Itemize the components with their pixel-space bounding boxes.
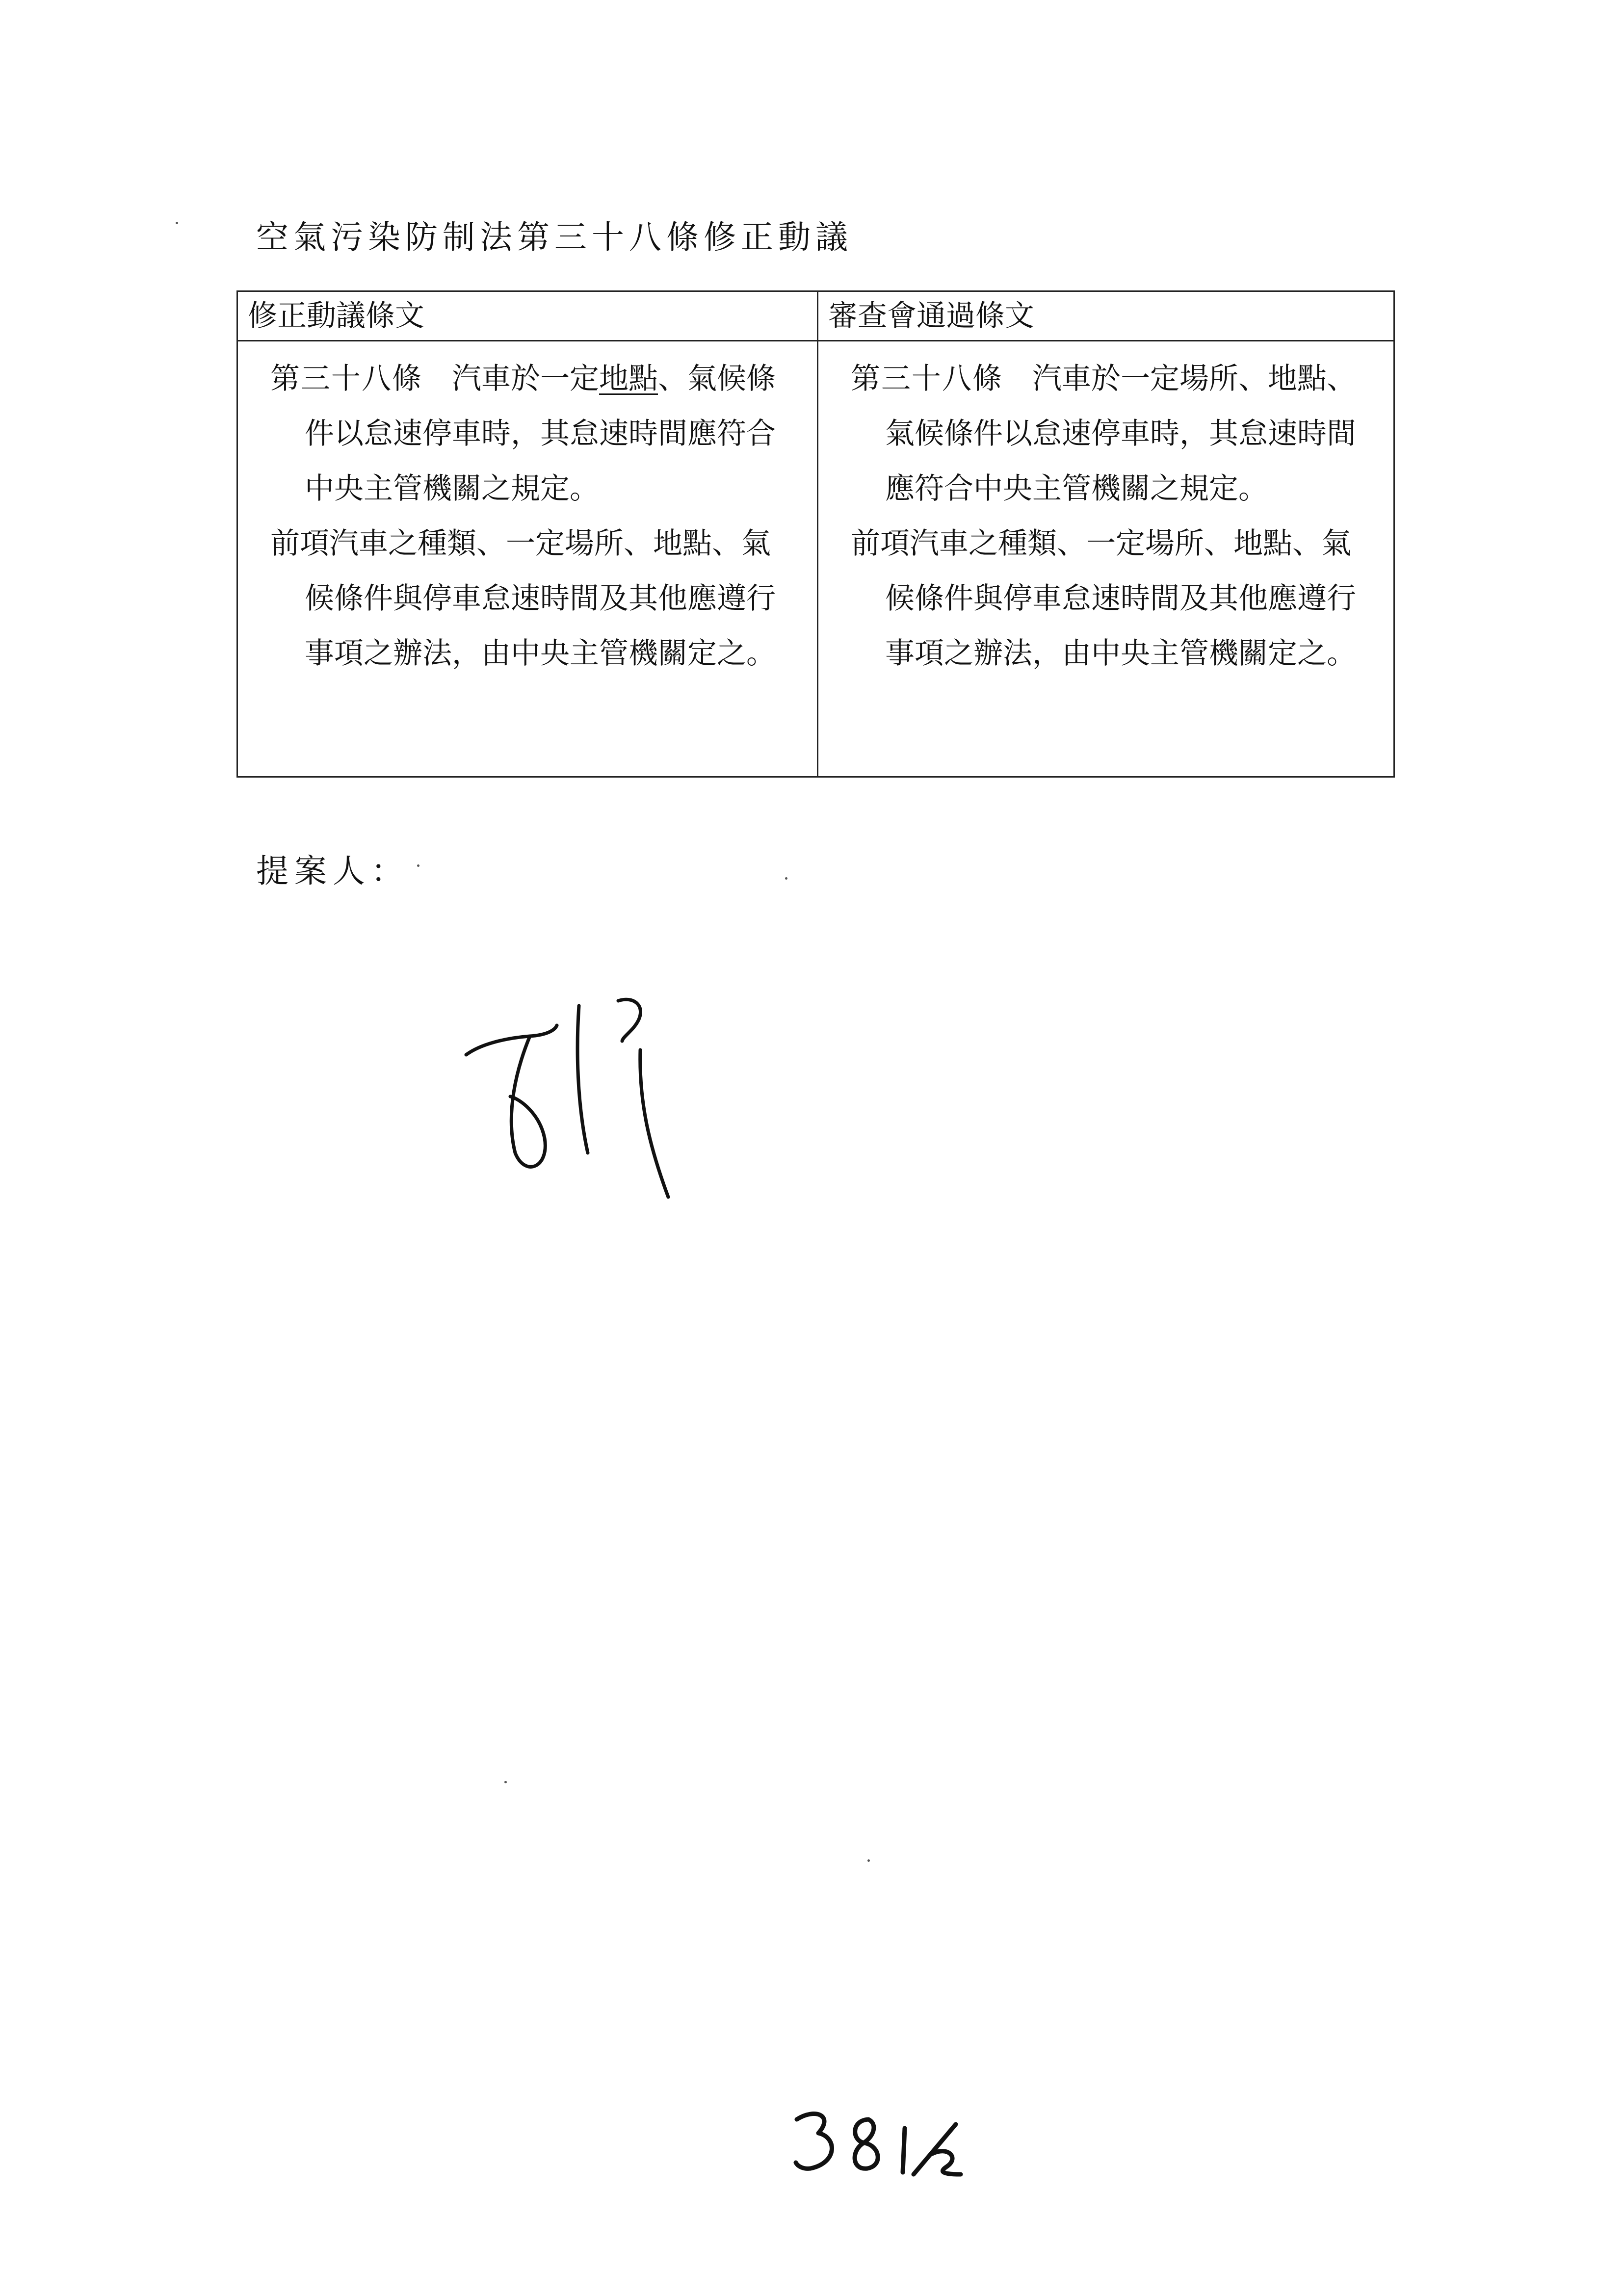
committee-paragraph-1 [851,351,1371,516]
table-header-row [237,291,1394,341]
scan-speck [417,864,419,867]
committee-article-number: 第三十八條 [851,362,1003,396]
page-title: 空氣污染防制法第三十八條修正動議 [256,218,853,256]
scan-speck [504,1781,507,1783]
comparison-table [236,290,1395,778]
header-committee-text: 審查會通過條文 [818,291,1394,341]
handwritten-signature [456,991,731,1217]
handwritten-page-number [790,2105,971,2178]
motion-paragraph-2: 前項汽車之種類、一定場所、地點、氣候條件與停車怠速時間及其他應遵行事項之辦法，由中央主管機關定之。 [270,526,776,671]
header-motion-text: 修正動議條文 [237,291,818,341]
sponsor-label: 提案人： [256,852,409,890]
motion-p1-underlined: 地點 [599,362,658,396]
motion-p1-before: 汽車於一定 [452,362,599,396]
committee-paragraph-2: 前項汽車之種類、一定場所、地點、氣候條件與停車怠速時間及其他應遵行事項之辦法，由中央主管機關定之。 [851,526,1356,671]
motion-paragraph-1 [270,351,794,516]
motion-cell [237,341,818,777]
motion-p1-after: 、氣候條件以怠速停車時，其怠速時間應符合中央主管機關之規定。 [305,362,776,506]
table-row [237,341,1394,777]
committee-cell [818,341,1394,777]
committee-p1-text: 汽車於一定場所、地點、氣候條件以怠速停車時，其怠速時間應符合中央主管機關之規定。 [885,362,1356,506]
motion-article-number: 第三十八條 [270,362,422,396]
scan-speck [867,1859,870,1862]
scan-speck [785,877,787,880]
scan-speck [176,222,178,224]
